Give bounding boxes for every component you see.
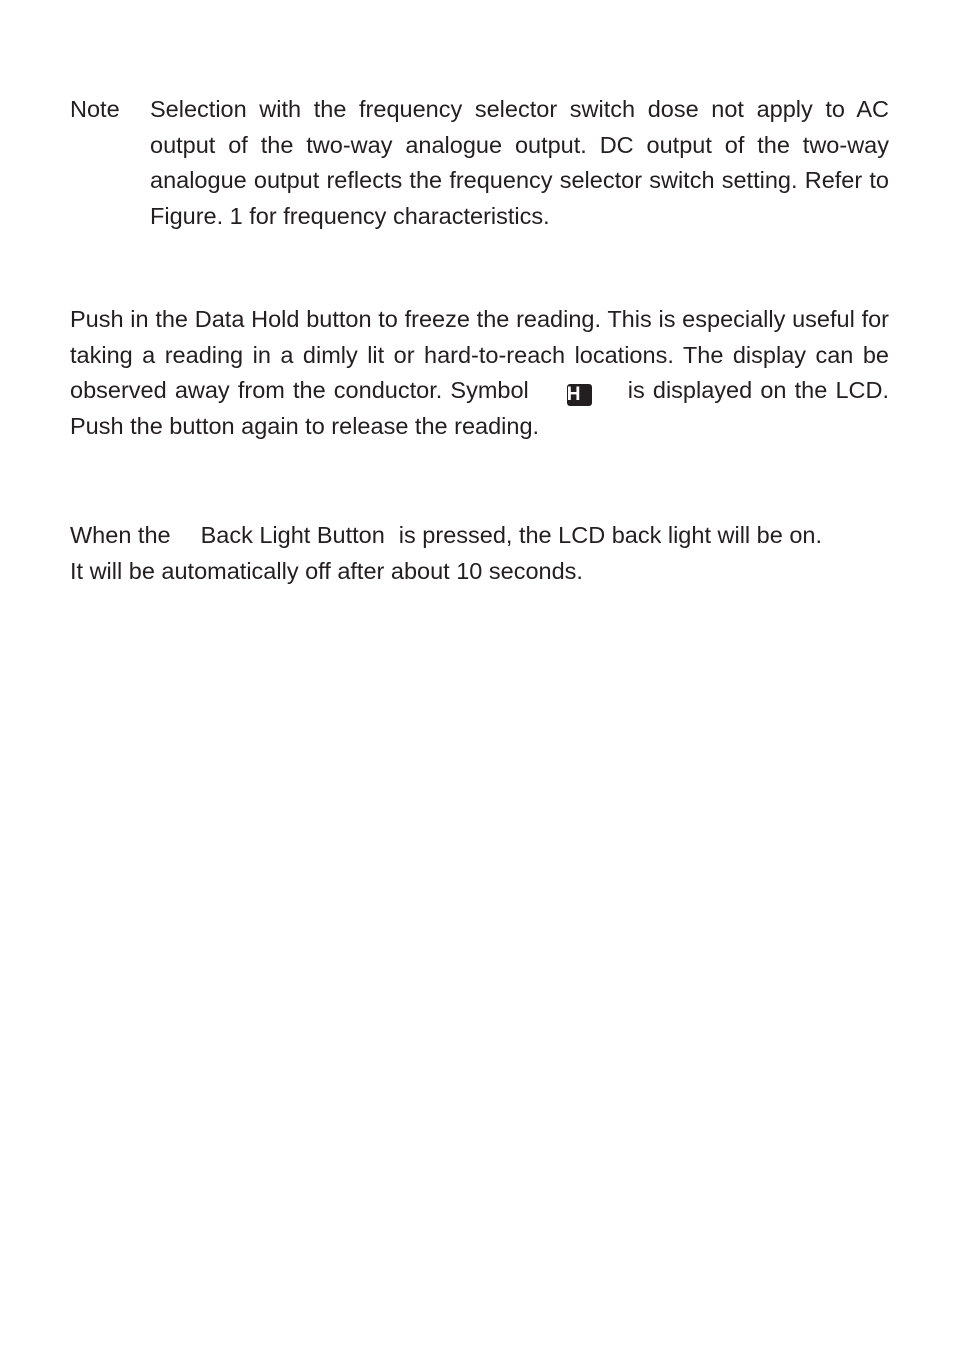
data-hold-paragraph — [70, 302, 889, 444]
note-text: Selection with the frequency selector switch dose not apply to AC output of the two-way analogue output. DC output of the two-way analogue output reflects the frequency selector switch setting. Refer to Figure. 1 for frequency characteristics. — [150, 96, 889, 229]
back-light-auto-off: It will be automatically off after about 10 seconds. — [70, 557, 583, 584]
data-hold-text-before: Push in the Data Hold button to freeze the reading. This is especially useful for taking a reading in a dimly lit or hard-to-reach locations. The display can be observed away from the conductor. Symbol — [70, 306, 889, 403]
back-light-section — [70, 518, 889, 589]
back-light-text-before: When the — [70, 522, 171, 548]
data-hold-text-after: is displayed on the LCD. Push the button again to release the reading. — [70, 377, 889, 439]
back-light-text-after: is pressed, the LCD back light will be on. — [398, 522, 823, 548]
hold-symbol-icon: H — [567, 384, 592, 406]
note-paragraph — [70, 92, 889, 234]
back-light-paragraph — [70, 518, 889, 554]
note-label: Note — [70, 96, 120, 122]
document-page — [70, 92, 889, 589]
back-light-button-name: Back Light Button — [200, 522, 385, 548]
